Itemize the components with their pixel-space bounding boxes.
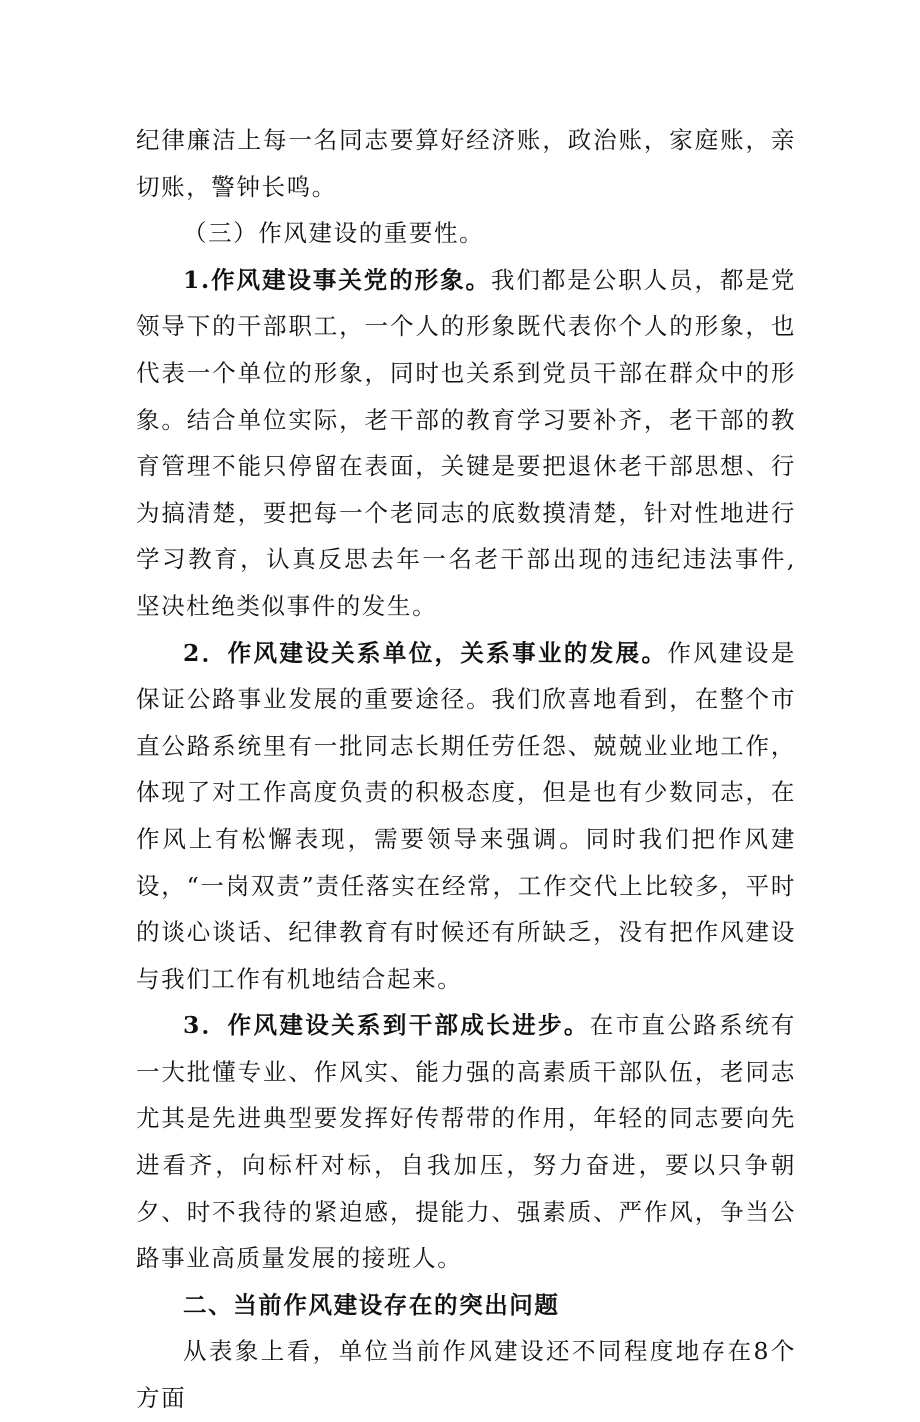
paragraph-text: 我们都是公职人员，都是党领导下的干部职工，一个人的形象既代表你个人的形象，也代表一个单位的形象，同时也关系到党员干部在群众中的形象。结合单位实际，老干部的教育学习要补齐，老干部的教育管理不能只停留在表面，关键是要把退休老干部思想、行为搞清楚，要把每一个老同志的底数摸清楚，针对性地进行学习教育，认真反思去年一名老干部出现的违纪违法事件,坚决杜绝类似事件的发生。 [136, 265, 796, 620]
paragraph-text: 从表象上看，单位当前作风建设还不同程度地存在8个方面 [136, 1337, 796, 1413]
paragraph-continuation [136, 117, 796, 210]
paragraph-text: 在市直公路系统有一大批懂专业、作风实、能力强的高素质干部队伍，老同志尤其是先进典型要发挥好传帮带的作用，年轻的同志要向先进看齐，向标杆对标，自我加压，努力奋进，要以只争朝夕、时不我待的紧迫感，提能力、强素质、严作风，争当公路事业高质量发展的接班人。 [136, 1011, 796, 1273]
document-body [136, 117, 796, 1422]
paragraph-point-1 [136, 257, 796, 630]
paragraph-text: （三）作风建设的重要性。 [183, 219, 485, 248]
paragraph-point-2 [136, 630, 796, 1003]
paragraph-text: 作风建设是保证公路事业发展的重要途径。我们欣喜地看到，在整个市直公路系统里有一批同志长期任劳任怨、兢兢业业地工作，体现了对工作高度负责的积极态度，但是也有少数同志，在作风上有松懈表现，需要领导来强调。同时我们把作风建设，“一岗双责”责任落实在经常，工作交代上比较多，平时的谈心谈话、纪律教育有时候还有所缺乏，没有把作风建设与我们工作有机地结合起来。 [136, 638, 796, 993]
point-lead: 3．作风建设关系到干部成长进步。 [183, 1011, 590, 1040]
section-heading-2 [136, 1282, 796, 1329]
point-lead: 1.作风建设事关党的形象。 [183, 265, 491, 294]
paragraph-point-3 [136, 1002, 796, 1282]
paragraph-text: 纪律廉洁上每一名同志要算好经济账，政治账，家庭账，亲切账，警钟长鸣。 [136, 126, 796, 201]
subsection-heading-3 [136, 210, 796, 257]
point-lead: 2．作风建设关系单位，关系事业的发展。 [183, 638, 668, 667]
section-heading-text: 二、当前作风建设存在的突出问题 [183, 1290, 560, 1319]
paragraph-section-2-intro [136, 1328, 796, 1421]
